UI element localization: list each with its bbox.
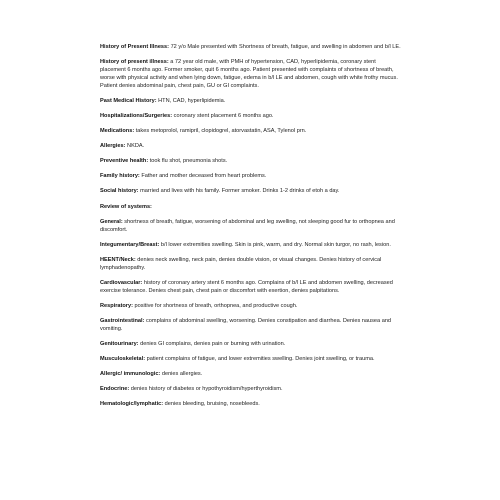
hospitalizations-surgeries bbox=[100, 113, 402, 121]
section-text: denies GI complains, denies pain or burning with urination. bbox=[138, 340, 286, 347]
section-text: denies allergies. bbox=[160, 371, 203, 378]
section-text: patient complains of fatigue, and lower extremities swelling. Denies joint swelling, or trauma. bbox=[145, 355, 375, 362]
section-label: Respiratory: bbox=[100, 302, 133, 309]
section-text: history of coronary artery stent 6 months ago. Complains of b/l LE and abdomen swelling, decreased exercise tolerance. Denies chest pain, chest pain or discomfort with exertion, denies palpitations. bbox=[100, 279, 393, 294]
preventive-health bbox=[100, 158, 402, 166]
past-medical-history bbox=[100, 98, 402, 106]
section-label: General: bbox=[100, 218, 123, 225]
section-label: Musculoskeletal: bbox=[100, 355, 146, 362]
section-text: a 72 year old male, with PMH of hypertension, CAD, hyperlipidemia, coronary stent placement 6 months ago. Former smoker, quit 6 months ago. Patient presented with complaints of shortness of breath, worse with physical activity and when lying down, fatigue, edema in b/l LE and abdomen, cough with white frothy mucus. Patient denies abdominal pain, chest pain, GU or GI complaints. bbox=[100, 59, 398, 89]
review-of-systems-heading bbox=[100, 204, 402, 212]
section-label: Allergic/ immunologic: bbox=[100, 371, 161, 378]
section-label: Medications: bbox=[100, 128, 135, 135]
ros-respiratory bbox=[100, 303, 402, 311]
section-label: Allergies: bbox=[100, 143, 126, 150]
section-label: History of Present Illness: bbox=[100, 44, 170, 50]
section-text: complains of abdominal swelling, worsening. Denies constipation and diarrhea. Denies nausea and vomiting. bbox=[100, 317, 392, 332]
family-history bbox=[100, 173, 402, 181]
ros-genitourinary bbox=[100, 341, 402, 349]
section-text: NKDA. bbox=[125, 143, 145, 150]
social-history bbox=[100, 188, 402, 196]
section-text: takes metoprolol, ramipril, clopidogrel, atorvastatin, ASA, Tylenol prn. bbox=[134, 128, 307, 135]
section-text: denies bleeding, bruising, nosebleeds. bbox=[163, 401, 260, 408]
section-label: Hematologic/lymphatic: bbox=[100, 401, 164, 408]
ros-allergic-immunologic bbox=[100, 371, 402, 379]
section-text: married and lives with his family. Former smoker. Drinks 1-2 drinks of etoh a day. bbox=[138, 188, 340, 195]
allergies bbox=[100, 143, 402, 151]
section-label: Social history: bbox=[100, 188, 139, 195]
section-label: History of present illness: bbox=[100, 59, 169, 66]
section-label: Genitourinary: bbox=[100, 340, 139, 347]
ros-hematologic-lymphatic bbox=[100, 401, 402, 409]
ros-general bbox=[100, 219, 402, 235]
section-text: HTN, CAD, hyperlipidemia. bbox=[156, 97, 226, 104]
section-label: Integumentary/Breast: bbox=[100, 241, 160, 248]
section-text: took flu shot, pneumonia shots. bbox=[148, 158, 228, 165]
ros-cardiovascular bbox=[100, 280, 402, 296]
ros-integumentary-breast bbox=[100, 242, 402, 250]
section-text: positive for shortness of breath, orthopnea, and productive cough. bbox=[132, 302, 298, 309]
section-text: Father and mother deceased from heart problems. bbox=[139, 173, 267, 180]
section-label: Past Medical History: bbox=[100, 97, 157, 104]
ros-endocrine bbox=[100, 386, 402, 394]
section-label: Review of systems: bbox=[100, 203, 152, 210]
section-label: Preventive health: bbox=[100, 158, 149, 165]
section-text: denies neck swelling, neck pain, denies double vision, or visual changes. Denies history of cervical lymphadenopathy. bbox=[100, 256, 382, 271]
section-label: Hospitalizations/Surgeries: bbox=[100, 113, 173, 119]
section-label: Gastrointestinal: bbox=[100, 317, 145, 324]
history-of-present-illness-detail bbox=[100, 59, 402, 91]
medications bbox=[100, 128, 402, 136]
section-text: shortness of breath, fatigue, worsening of abdominal and leg swelling, not sleeping good fur to orthopnea and discomfort. bbox=[100, 218, 395, 233]
ros-musculoskeletal bbox=[100, 356, 402, 364]
section-text: coronary stent placement 6 months ago. bbox=[172, 113, 274, 119]
section-text: b/l lower extremities swelling. Skin is pink, warm, and dry. Normal skin turgor, no rash, lesion. bbox=[159, 241, 391, 248]
ros-gastrointestinal bbox=[100, 318, 402, 334]
section-label: Cardiovascular: bbox=[100, 279, 143, 286]
section-label: Family history: bbox=[100, 173, 140, 180]
ros-heent-neck bbox=[100, 257, 402, 273]
section-text: denies history of diabetes or hypothyroidism/hyperthyroidism. bbox=[129, 386, 283, 393]
section-text: 72 y/o Male presented with Shortness of breath, fatigue, and swelling in abdomen and b/l LE. bbox=[169, 44, 401, 50]
history-of-present-illness-summary bbox=[100, 44, 402, 52]
section-label: HEENT/Neck: bbox=[100, 256, 136, 263]
document-page bbox=[100, 44, 402, 416]
section-label: Endocrine: bbox=[100, 386, 130, 393]
